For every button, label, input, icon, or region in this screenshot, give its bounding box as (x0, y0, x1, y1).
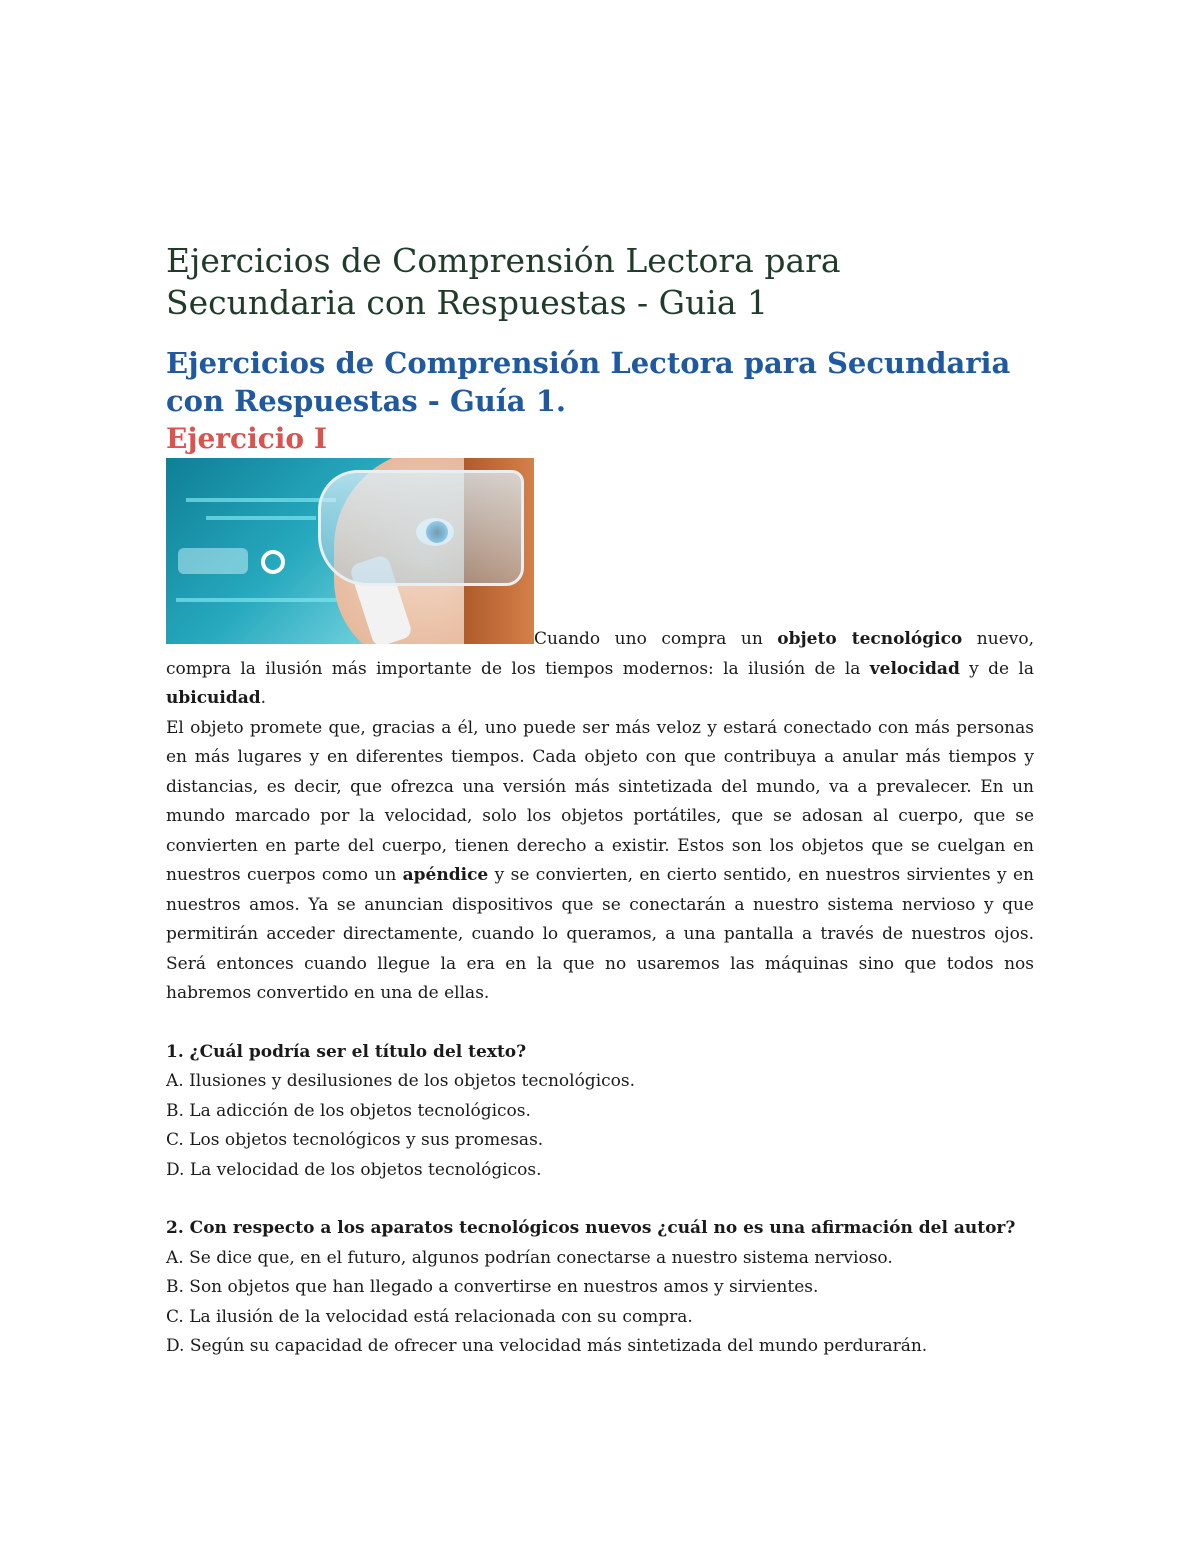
hud-line (186, 498, 336, 502)
passage-text: . (260, 688, 267, 708)
answer-option: B. La adicción de los objetos tecnológicos. (166, 1100, 531, 1121)
target-icon (261, 550, 285, 574)
passage-paragraph-2 (166, 714, 1034, 1009)
exercise-heading: Ejercicio I (166, 422, 327, 455)
answer-option: C. Los objetos tecnológicos y sus promesas. (166, 1130, 544, 1150)
answer-option: B. Son objetos que han llegado a convertirse en nuestros amos y sirvientes. (166, 1277, 819, 1297)
answer-option: A. Ilusiones y desilusiones de los objetos tecnológicos. (166, 1071, 636, 1091)
visor-graphic (318, 470, 524, 586)
question-text: 2. Con respecto a los aparatos tecnológicos nuevos ¿cuál no es una afirmación del autor? (166, 1218, 1016, 1238)
answer-option: A. Se dice que, en el futuro, algunos podrían conectarse a nuestro sistema nervioso. (166, 1247, 893, 1268)
question-1 (166, 1038, 1034, 1186)
world-map-graphic (178, 548, 248, 574)
passage-bold-term: ubicuidad (166, 688, 261, 708)
passage-text: y se convierten, en cierto sentido, en nuestros sirvientes y en nuestros amos. Ya se anuncian dispositivos que se conectarán a nuestro sistema nervioso y que permitirán acceder directamente, cuando lo queramos, a una pantalla a través de nuestros ojos. Será entonces cuando llegue la era en la que no usaremos las máquinas sino que todos nos habremos convertido en una de ellas. (166, 865, 1034, 1003)
passage-bold-term: velocidad (869, 658, 960, 679)
passage-text: El objeto promete que, gracias a él, uno puede ser más veloz y estará conectado con más personas en más lugares y en diferentes tiempos. Cada objeto con que contribuya a anular más tiempos y distancias, es decir, que ofrezca una versión más sintetizada del mundo, va a prevalecer. En un mundo marcado por la velocidad, solo los objetos portátiles, que se adosan al cuerpo, que se convierten en parte del cuerpo, tienen derecho a existir. Estos son los objetos que se cuelgan en nuestros cuerpos como un (166, 717, 1034, 885)
document-content (166, 240, 1034, 1362)
passage-text: y de la (959, 658, 1034, 679)
question-2 (166, 1214, 1034, 1362)
passage-text: Cuando uno compra un (534, 629, 778, 649)
hud-line (206, 516, 316, 520)
passage-bold-term: apéndice (402, 865, 489, 885)
answer-option: D. La velocidad de los objetos tecnológicos. (166, 1159, 542, 1180)
answer-option: C. La ilusión de la velocidad está relacionada con su compra. (166, 1306, 693, 1327)
question-text: 1. ¿Cuál podría ser el título del texto? (166, 1041, 527, 1062)
article-heading: Ejercicios de Comprensión Lectora para Secundaria con Respuestas - Guía 1. (166, 346, 1011, 418)
passage-text: nuevo, compra la ilusión más importante de los tiempos modernos: la ilusión de la (166, 629, 1035, 679)
vr-headset-illustration (166, 458, 534, 644)
hud-line (176, 598, 356, 602)
answer-option: D. Según su capacidad de ofrecer una velocidad más sintetizada del mundo perdurarán. (166, 1336, 928, 1356)
document-title: Ejercicios de Comprensión Lectora para Secundaria con Respuestas - Guia 1 (166, 241, 841, 322)
passage-bold-term: objeto tecnológico (777, 629, 963, 649)
